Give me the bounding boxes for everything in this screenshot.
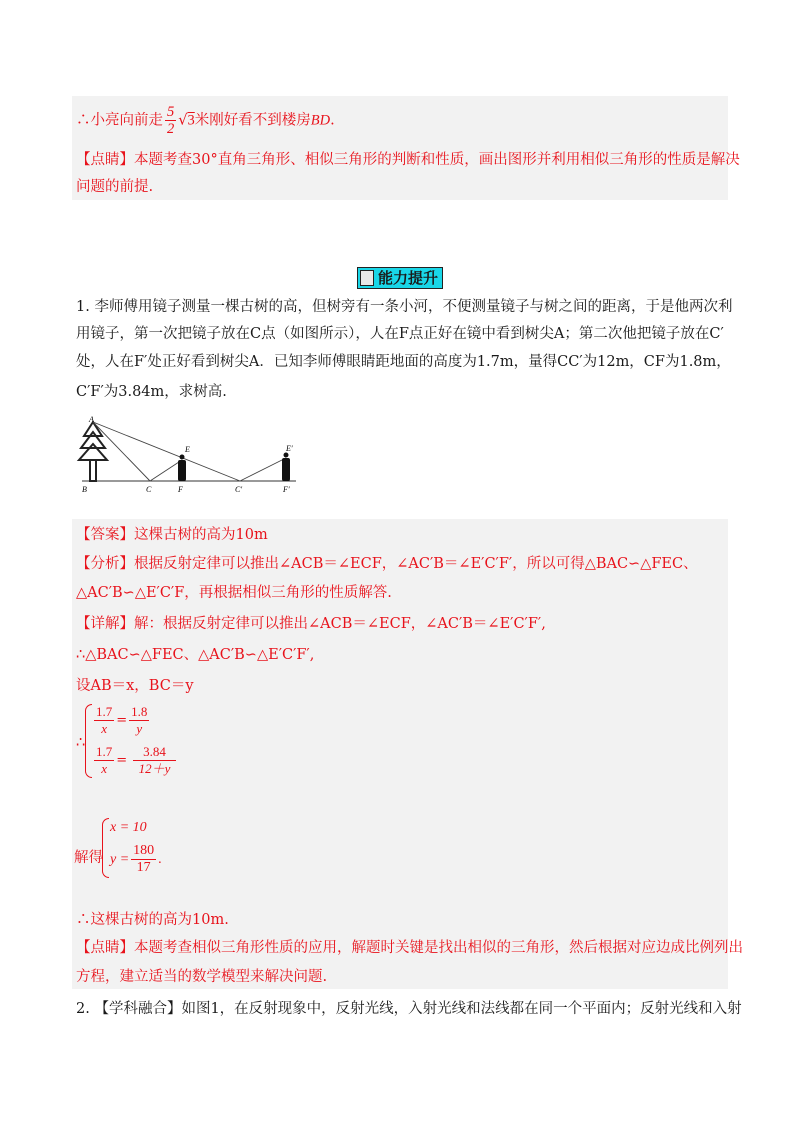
solution-system-brace <box>102 818 109 878</box>
analysis-line2: △AC′B∽△E′C′F，再根据相似三角形的性质解答. <box>76 585 392 601</box>
person-icon <box>282 453 290 482</box>
problem1-line2: 用镜子，第一次把镜子放在C点（如图所示），人在F点正好在镜中看到树尖A；第二次他把镜子放在C′ <box>76 326 724 342</box>
problem1-line3: 处，人在F′处正好看到树尖A．已知李师傅眼睛距地面的高度为1.7m，量得CC′为12m，CF为1.8m， <box>76 354 731 370</box>
previous-dianjing-line2: 问题的前提. <box>76 179 154 195</box>
problem1-line4: C′F′为3.84m，求树高. <box>76 384 227 400</box>
tree-mirror-figure <box>74 412 304 496</box>
therefore-symbol: ∴ <box>76 735 86 751</box>
analysis-line1: 【分析】根据反射定律可以推出∠ACB＝∠ECF，∠AC′B＝∠E′C′F′，所以可得△BAC∽△FEC、 <box>76 556 698 572</box>
solution-x: x = 10 <box>110 820 147 835</box>
detail-line2: ∴△BAC∽△FEC、△AC′B∽△E′C′F′, <box>76 647 315 663</box>
sqrt-sign: √ <box>178 112 188 129</box>
label-b: B <box>82 485 87 494</box>
detail-line3: 设AB＝x，BC＝y <box>76 678 194 694</box>
equation-2: $\frac{1.7}{x}$ = $\frac{3.84}{12+y}$ <box>92 744 178 777</box>
label-e-prime: E′ <box>286 444 293 453</box>
solution-y: y = $\frac{180}{17}$ . <box>110 843 162 876</box>
label-e: E <box>185 445 190 454</box>
equation-1: $\frac{1.7}{x}$ = $\frac{1.8}{y}$ <box>96 704 148 736</box>
equation-system-brace <box>85 704 92 778</box>
tree-icon <box>79 422 107 481</box>
fraction-five-halves: $\frac{5}{2}$ <box>167 104 175 137</box>
dianjing-line2: 方程，建立适当的数学模型来解决问题. <box>76 969 328 985</box>
label-f: F <box>178 485 183 494</box>
answer-line: 【答案】这棵古树的高为10m <box>76 527 268 543</box>
problem2-line1: 2. 【学科融合】如图1，在反射现象中，反射光线，入射光线和法线都在同一个平面内；反射光线和入射 <box>76 1001 742 1017</box>
previous-dianjing-line1: 【点睛】本题考查30°直角三角形、相似三角形的判断和性质，画出图形并利用相似三角形的性质是解决 <box>76 152 740 168</box>
label-f-prime: F′ <box>283 485 290 494</box>
dianjing-line1: 【点睛】本题考查相似三角形性质的应用，解题时关键是找出相似的三角形，然后根据对应边成比例列出 <box>76 940 743 956</box>
solve-prefix: 解得 <box>74 850 103 866</box>
label-c: C <box>146 485 152 494</box>
detail-line1: 【详解】解：根据反射定律可以推出∠ACB＝∠ECF，∠AC′B＝∠E′C′F′, <box>76 616 546 632</box>
checkbox-square-icon <box>360 270 374 286</box>
label-a: A <box>89 415 94 424</box>
problem1-line1: 1. 李师傅用镜子测量一棵古树的高，但树旁有一条小河，不便测量镜子与树之间的距离，于是他两次利 <box>76 299 733 315</box>
section-title: 能力提升 <box>357 267 443 289</box>
previous-conclusion: ∴小亮向前走 $\frac{5}{2}$ √3米刚好看不到楼房BD. <box>76 104 335 137</box>
final-conclusion: ∴这棵古树的高为10m. <box>76 912 229 928</box>
label-c-prime: C′ <box>235 485 243 494</box>
